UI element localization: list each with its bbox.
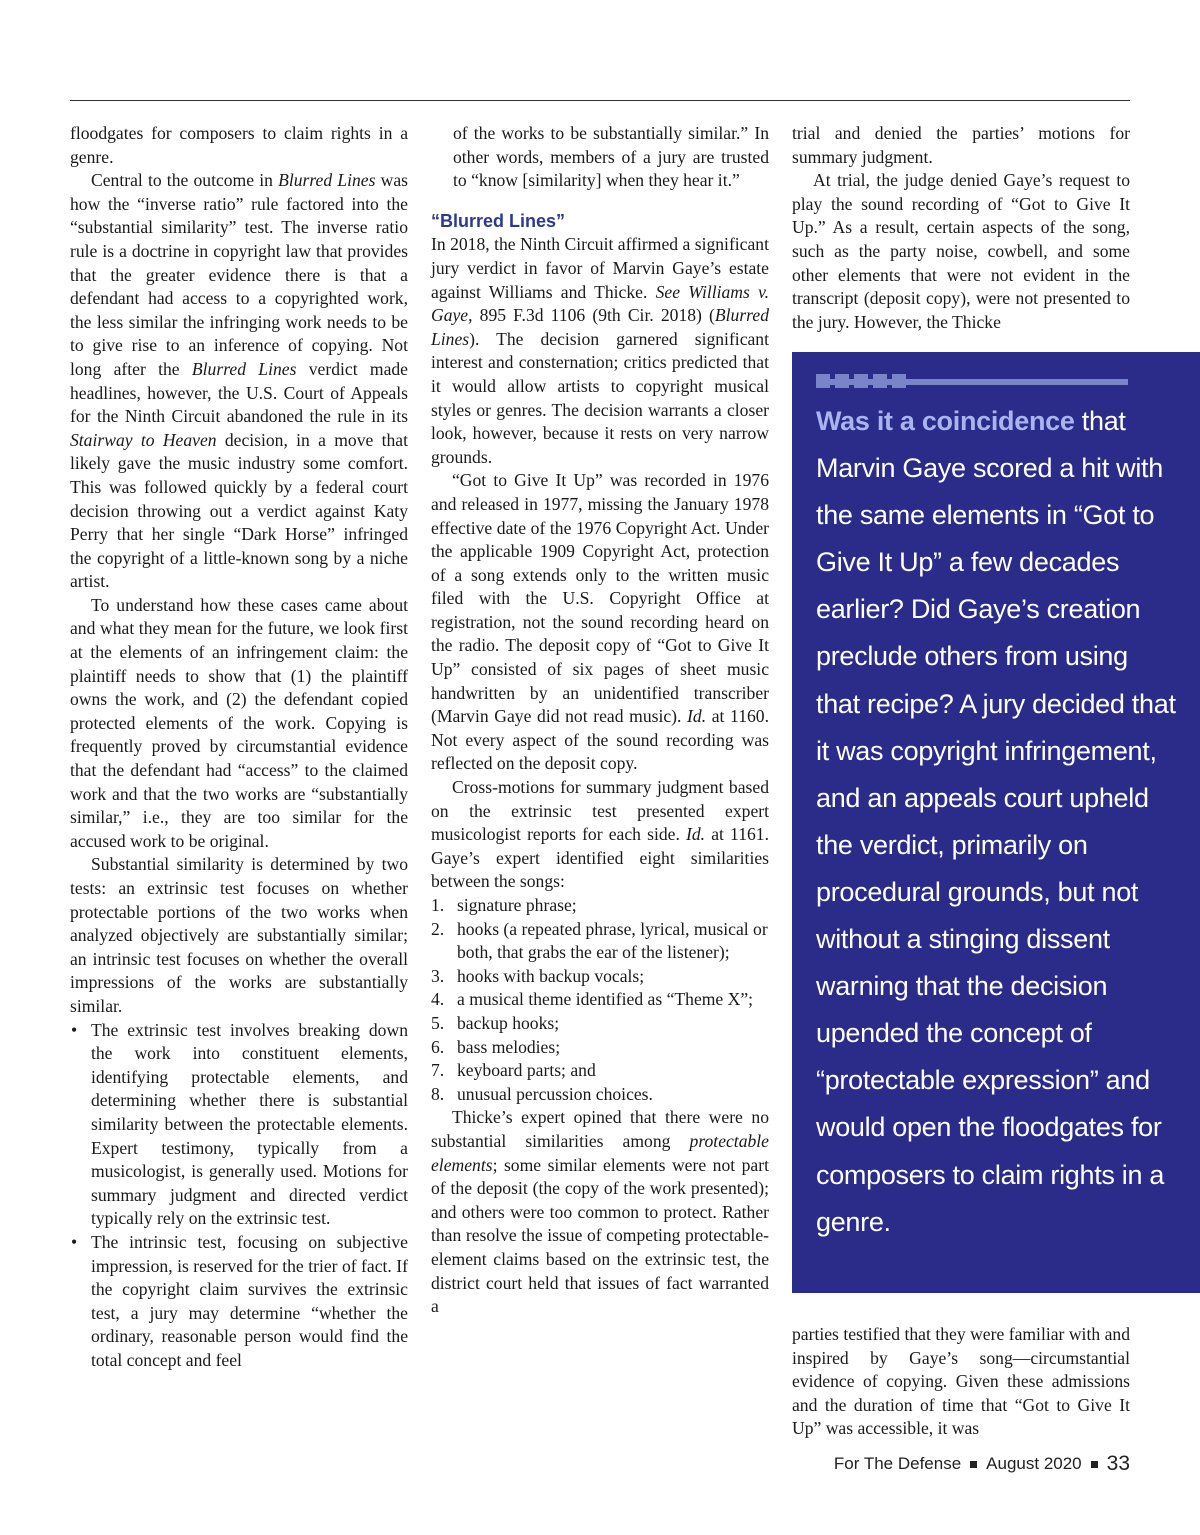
- paragraph: Central to the outcome in Blurred Lines was how the “inverse ratio” rule factored into the “substantial similarity” test. The inverse ratio rule is a doctrine in copyright law that provides that the greater evidence there is that a defendant had access to a copyrighted work, the less similar the infringing work needs to be to give rise to an inference of copying. Not long after the Blurred Lines verdict made headlines, however, the U.S. Court of Appeals for the Ninth Circuit abandoned the rule in its Stairway to Heaven decision, in a move that likely gave the music industry some comfort. This was followed quickly by a federal court decision throwing out a verdict against Katy Perry that her single “Dark Horse” infringed the copyright of a little-known song by a niche artist.: [70, 170, 408, 592]
- column-3-bottom: [792, 1323, 1130, 1441]
- issue-date: August 2020: [986, 1454, 1082, 1473]
- list-item: 5. backup hooks;: [431, 1012, 560, 1033]
- paragraph: Cross-motions for summary judgment based on the extrinsic test presented expert musicologist reports for each side. Id. at 1161. Gaye’s expert identified eight similarities between the songs:: [431, 777, 769, 892]
- paragraph: trial and denied the parties’ motions for summary judgment.: [792, 123, 1130, 167]
- block-quote: of the works to be substantially similar.” In other words, members of a jury are trusted to “know [similarity] when they hear it.”: [453, 123, 769, 191]
- paragraph: To understand how these cases came about and what they mean for the future, we look first at the elements of an infringement claim: the plaintiff needs to show that (1) the plaintiff owns the work, and (2) the defendant copied protected elements of the work. Copying is frequently proved by circumstantial evidence that the defendant had “access” to the claimed work and that the two works are “substantially similar,” i.e., they are too similar for the accused work to be original.: [70, 594, 408, 851]
- bullet-icon: •: [71, 1019, 78, 1040]
- pull-quote-lead: Was it a coincidence: [816, 406, 1075, 436]
- list-item: 8. unusual percussion choices.: [431, 1083, 653, 1104]
- list-item: 7. keyboard parts; and: [431, 1060, 596, 1081]
- page-number: 33: [1106, 1452, 1130, 1475]
- decorative-rule: [816, 379, 1128, 385]
- pull-quote-box: [792, 352, 1200, 1293]
- paragraph: parties testified that they were familiar with and inspired by Gaye’s song—circumstantial evidence of copying. Given these admissions and the duration of time that “Got to Give It Up” was accessible, it was: [792, 1324, 1130, 1439]
- list-item: • The extrinsic test involves breaking down the work into constituent elements, identifying protectable elements, and determining whether there is substantial similarity between the protectable elements. Expert testimony, typically from a musicologist, is generally used. Motions for summary judgment and directed verdict typically rely on the extrinsic test.: [71, 1019, 408, 1229]
- column-2: [431, 122, 769, 1319]
- list-item: • The intrinsic test, focusing on subjective impression, is reserved for the trier of fact. If the copyright claim survives the extrinsic test, a jury may determine “whether the ordinary, reasonable person would find the total concept and feel: [71, 1231, 408, 1370]
- header-rule: [70, 100, 1130, 101]
- list-item: 6. bass melodies;: [431, 1036, 561, 1057]
- list-item: 4. a musical theme identified as “Theme X”;: [431, 989, 754, 1010]
- paragraph: Thicke’s expert opined that there were no substantial similarities among protectable elements; some similar elements were not part of the deposit (the copy of the work presented); and others were too common to protect. Rather than resolve the issue of competing protectable-element claims based on the extrinsic test, the district court held that issues of fact warranted a: [431, 1107, 769, 1317]
- bullet-list: [70, 1019, 408, 1373]
- paragraph: floodgates for composers to claim rights in a genre.: [70, 123, 408, 167]
- paragraph: Substantial similarity is determined by two tests: an extrinsic test focuses on whether protectable portions of the two works when analyzed objectively are substantially similar; an intrinsic test focuses on whether the overall impressions of the works are substantially similar.: [70, 854, 408, 1016]
- list-item: 2. hooks (a repeated phrase, lyrical, musical or both, that grabs the ear of the listener);: [431, 918, 768, 963]
- list-item: 1. signature phrase;: [431, 895, 577, 915]
- column-1: [70, 122, 408, 1372]
- column-3-top: [792, 122, 1130, 334]
- paragraph: “Got to Give It Up” was recorded in 1976 and released in 1977, missing the January 1978 effective date of the 1976 Copyright Act. Under the applicable 1909 Copyright Act, protection of a song extends only to the written music filed with the U.S. Copyright Office at registration, not the sound recording heard on the radio. The deposit copy of “Got to Give It Up” consisted of six pages of sheet music handwritten by an unidentified transcriber (Marvin Gaye did not read music). Id. at 1160. Not every aspect of the sound recording was reflected on the deposit copy.: [431, 470, 769, 774]
- separator-square-icon: [970, 1461, 977, 1468]
- paragraph: At trial, the judge denied Gaye’s request to play the sound recording of “Got to Give It Up.” As a result, certain aspects of the song, such as the party noise, cowbell, and some other elements that were not evident in the transcript (deposit copy), were not presented to the jury. However, the Thicke: [792, 170, 1130, 332]
- pull-quote-text: Was it a coincidence that Marvin Gaye scored a hit with the same elements in “Got to Give It Up” a few decades earlier? Did Gaye’s creation preclude others from using that recipe? A jury decided that it was copyright infringement, and an appeals court upheld the verdict, primarily on procedural grounds, but not without a stinging dissent warning that the decision upended the concept of “protectable expression” and would open the floodgates for composers to claim rights in a genre.: [816, 406, 1176, 1237]
- numbered-list: [431, 894, 769, 1106]
- bullet-icon: •: [71, 1231, 78, 1252]
- paragraph: In 2018, the Ninth Circuit affirmed a significant jury verdict in favor of Marvin Gaye’s estate against Williams and Thicke. See Williams v. Gaye, 895 F.3d 1106 (9th Cir. 2018) (Blurred Lines). The decision garnered significant interest and consternation; critics predicted that it would allow artists to copyright musical styles or genres. The decision warrants a closer look, however, because it rests on very narrow grounds.: [431, 234, 769, 467]
- separator-square-icon: [1091, 1461, 1098, 1468]
- section-heading: “Blurred Lines”: [431, 210, 566, 231]
- page-footer: [834, 1452, 1130, 1476]
- list-item: 3. hooks with backup vocals;: [431, 965, 645, 986]
- publication-name: For The Defense: [833, 1454, 962, 1473]
